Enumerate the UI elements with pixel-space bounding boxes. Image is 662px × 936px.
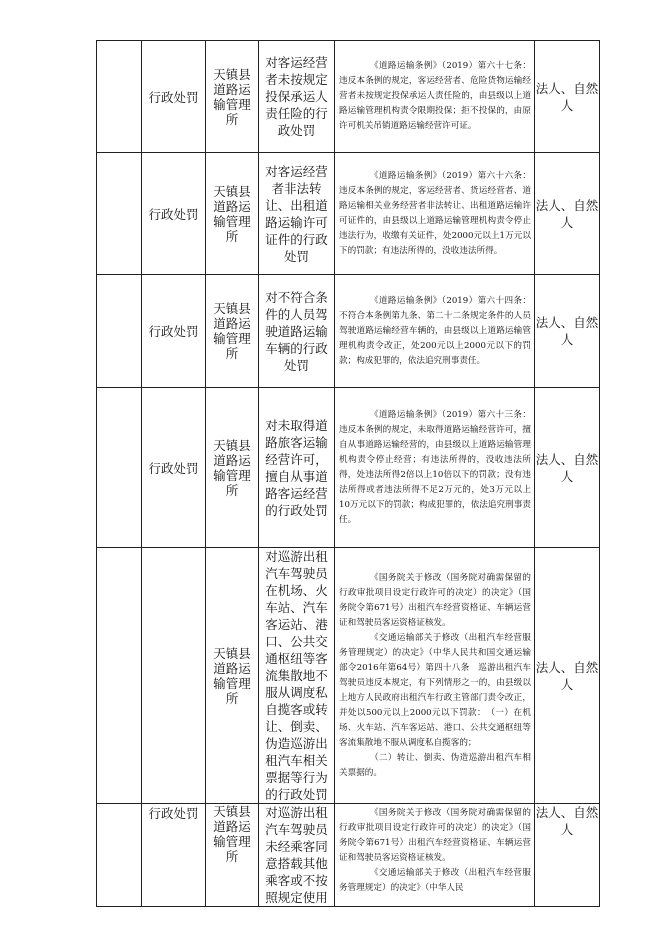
index-cell — [97, 388, 142, 548]
item-cell: 对不符合条件的人员驾驶道路运输车辆的行政处罚 — [259, 275, 335, 388]
index-cell — [97, 41, 142, 153]
basis-text: 《道路运输条例》（2019）第六十三条：违反本条例的规定，未取得道路运输经营许可，擅自从事道路运输经营的，由县级以上道路运输管理机构责令停止经营；有违法所得的，没收违法所得，处违法所得2倍以上10倍以下的罚款；没有违法所得或者违法所得不足2万元的，处3万元以上10万元以下的罚款；构成犯罪的，依法追究刑事责任。 — [339, 409, 531, 525]
item-cell: 对巡游出租汽车驾驶员在机场、火车站、汽车客运站、港口、公共交通枢纽等客流集散地不服从调度私自揽客或转让、倒卖、伪造巡游出租汽车相关票据等行为的行政处罚 — [259, 548, 335, 804]
category-cell: 行政处罚 — [142, 275, 206, 388]
subject-cell: 法人、自然人 — [535, 804, 600, 907]
basis-cell — [335, 153, 535, 275]
item-cell: 对巡游出租汽车驾驶员未经乘客同意搭载其他乘客或不按照规定使用 — [259, 804, 335, 907]
index-cell — [97, 275, 142, 388]
category-cell: 行政处罚 — [142, 388, 206, 548]
basis-text: 《交通运输部关于修改（出租汽车经营服务管理规定）的决定》（中华人民共和国交通运输部令2016年第64号）第四十八条 巡游出租汽车驾驶员违反本规定，有下列情形之一的，由县级以上地方人民政府出租汽车行政主管部门责令改正，并处以500元以上2000元以下罚款： （一）在机场、火车站、汽车客运站、港口、公共交通枢纽等客流集散地不服从调度私自揽客的； — [339, 632, 531, 748]
table-row — [97, 388, 600, 548]
subject-cell: 法人、自然人 — [535, 548, 600, 804]
table-row — [97, 275, 600, 388]
agency-cell: 天镇县道路运输管理所 — [206, 548, 259, 804]
subject-cell: 法人、自然人 — [535, 41, 600, 153]
subject-cell: 法人、自然人 — [535, 153, 600, 275]
basis-cell — [335, 388, 535, 548]
index-cell — [97, 153, 142, 275]
basis-cell — [335, 548, 535, 804]
basis-text: 《道路运输条例》（2019）第六十七条：违反本条例的规定，客运经营者、危险货物运输经营者未按规定投保承运人责任险的，由县级以上道路运输管理机构责令限期投保；拒不投保的，由原许可机关吊销道路运输经营许可证。 — [339, 61, 531, 131]
agency-cell: 天镇县道路运输管理所 — [206, 388, 259, 548]
agency-cell: 天镇县道路运输管理所 — [206, 275, 259, 388]
basis-cell — [335, 275, 535, 388]
agency-cell: 天镇县道路运输管理所 — [206, 153, 259, 275]
item-cell: 对客运经营者未按规定投保承运人责任险的行政处罚 — [259, 41, 335, 153]
basis-text: 《交通运输部关于修改（出租汽车经营服务管理规定）的决定》（中华人民 — [339, 868, 531, 893]
subject-cell: 法人、自然人 — [535, 388, 600, 548]
category-cell: 行政处罚 — [142, 804, 206, 907]
item-cell: 对未取得道路旅客运输经营许可，擅自从事道路客运经营的行政处罚 — [259, 388, 335, 548]
category-cell: 行政处罚 — [142, 153, 206, 275]
index-cell — [97, 548, 142, 804]
basis-text: 《国务院关于修改（国务院对确需保留的行政审批项目设定行政许可的决定）的决定》（国务院令第671号）出租汽车经营资格证、车辆运营证和驾驶员客运资格证核发。 — [339, 572, 531, 628]
basis-text: 《国务院关于修改（国务院对确需保留的行政审批项目设定行政许可的决定）的决定》（国务院令第671号）出租汽车经营资格证、车辆运营证和驾驶员客运资格证核发。 — [339, 808, 531, 863]
table-row — [97, 153, 600, 275]
subject-cell: 法人、自然人 — [535, 275, 600, 388]
basis-cell — [335, 41, 535, 153]
table-row — [97, 804, 600, 907]
basis-text: 《道路运输条例》（2019）第六十四条：不符合本条例第九条、第二十二条规定条件的人员驾驶道路运输经营车辆的，由县级以上道路运输管理机构责令改正，处200元以上2000元以下的罚款；构成犯罪的，依法追究刑事责任。 — [339, 295, 531, 366]
category-cell — [142, 548, 206, 804]
agency-cell: 天镇县道路运输管理所 — [206, 41, 259, 153]
item-cell: 对客运经营者非法转让、出租道路运输许可证件的行政处罚 — [259, 153, 335, 275]
table-row — [97, 548, 600, 804]
category-cell: 行政处罚 — [142, 41, 206, 153]
index-cell — [97, 804, 142, 907]
basis-text: （二）转让、倒卖、伪造巡游出租汽车相关票据的。 — [339, 752, 531, 778]
enforcement-table — [96, 40, 600, 907]
basis-cell — [335, 804, 535, 907]
agency-cell: 天镇县道路运输管理所 — [206, 804, 259, 907]
table-row — [97, 41, 600, 153]
basis-text: 《道路运输条例》（2019）第六十六条：违反本条例的规定，客运经营者、货运经营者、道路运输相关业务经营者非法转让、出租道路运输许可证件的，由县级以上道路运输管理机构责令停止违法行为，收缴有关证件，处2000元以上1万元以下的罚款；有违法所得的，没收违法所得。 — [339, 170, 531, 256]
